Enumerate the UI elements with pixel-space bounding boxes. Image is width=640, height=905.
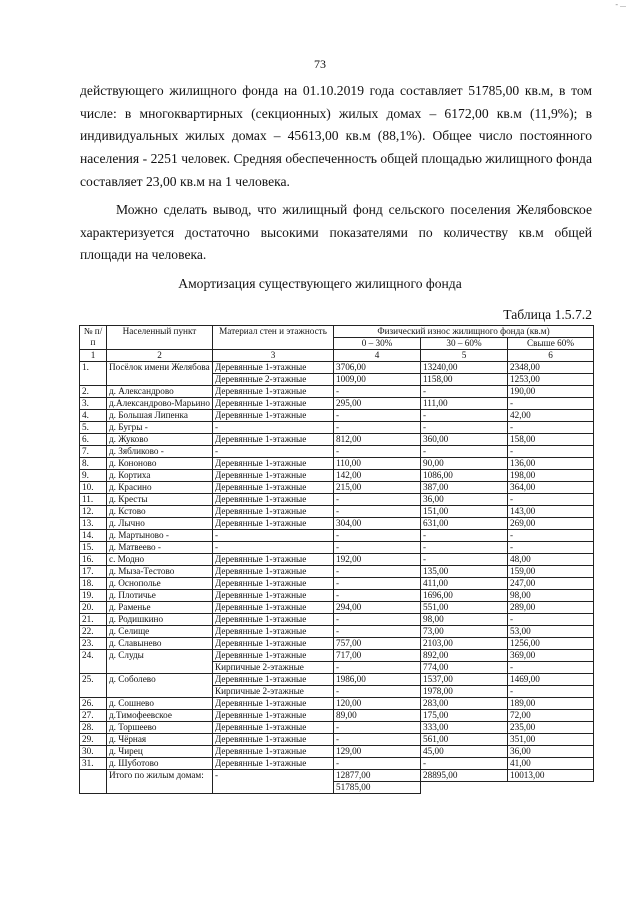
wear-0-30: 1986,00 [334,674,421,686]
wear-0-30: - [334,578,421,590]
row-number: 7. [80,446,107,458]
wear-60-plus: 369,00 [508,650,594,662]
table-row [80,734,594,746]
wear-30-60: 90,00 [421,458,508,470]
wear-60-plus: - [508,530,594,542]
wear-0-30: 294,00 [334,602,421,614]
row-number: 18. [80,578,107,590]
row-number: 14. [80,530,107,542]
table-row [80,494,594,506]
wear-30-60: - [421,554,508,566]
row-number: 6. [80,434,107,446]
wear-30-60: - [421,446,508,458]
wall-material: Деревянные 1-этажные [213,734,334,746]
settlement-name: д. Жуково [107,434,213,446]
wall-material: Деревянные 1-этажные [213,650,334,662]
total-wear-60-plus: 10013,00 [508,770,594,782]
wall-material: Деревянные 1-этажные [213,578,334,590]
settlement-name: д. Чёрная [107,734,213,746]
paragraph-conclusion: Можно сделать вывод, что жилищный фонд сельского поселения Желябовское характеризуется достаточно высокими показателями по количеству кв.м общей площади на человека. [80,202,592,263]
wear-60-plus: - [508,662,594,674]
table-row [80,398,594,410]
wear-0-30: 192,00 [334,554,421,566]
total-label: Итого по жилым домам: [107,770,213,794]
settlement-name: д. Сошнево [107,698,213,710]
wall-material: Деревянные 1-этажные [213,494,334,506]
wear-60-plus: 143,00 [508,506,594,518]
settlement-name: д. Кресты [107,494,213,506]
wear-30-60: 411,00 [421,578,508,590]
wall-material: Кирпичные 2-этажные [213,662,334,674]
wall-material: Деревянные 1-этажные [213,410,334,422]
row-number: 28. [80,722,107,734]
settlement-name: д. Мыза-Тестово [107,566,213,578]
wall-material: Деревянные 1-этажные [213,470,334,482]
row-number: 10. [80,482,107,494]
empty-cell [508,782,594,794]
settlement-name: д. Большая Липенка [107,410,213,422]
wear-60-plus: - [508,614,594,626]
wear-60-plus: 53,00 [508,626,594,638]
wear-30-60: 1978,00 [421,686,508,698]
column-number: 1 [80,350,107,362]
wear-60-plus: 269,00 [508,518,594,530]
wear-30-60: 135,00 [421,566,508,578]
row-number: 1. [80,362,107,386]
wear-30-60: 892,00 [421,650,508,662]
wall-material: Деревянные 1-этажные [213,362,334,374]
table-row [80,518,594,530]
wear-0-30: 89,00 [334,710,421,722]
settlement-name: д. Плотичье [107,590,213,602]
row-number: 30. [80,746,107,758]
wear-60-plus: 42,00 [508,410,594,422]
table-row [80,758,594,770]
table-row [80,470,594,482]
settlement-name: д. Славынево [107,638,213,650]
settlement-name: д. Соболево [107,674,213,698]
settlement-name: д. Матвеево - [107,542,213,554]
wall-material: Деревянные 1-этажные [213,722,334,734]
table-row [80,482,594,494]
wear-60-plus: 136,00 [508,458,594,470]
wear-60-plus: 351,00 [508,734,594,746]
header-wear-0-30: 0 – 30% [334,338,421,350]
wear-0-30: 129,00 [334,746,421,758]
table-body [80,362,594,770]
settlement-name: д. Кононово [107,458,213,470]
wear-0-30: - [334,542,421,554]
wear-30-60: - [421,542,508,554]
wear-0-30: 3706,00 [334,362,421,374]
wear-60-plus: - [508,422,594,434]
wear-0-30: - [334,662,421,674]
wear-60-plus: 189,00 [508,698,594,710]
wear-30-60: 551,00 [421,602,508,614]
wear-0-30: - [334,566,421,578]
depreciation-table [79,325,594,794]
wear-30-60: 774,00 [421,662,508,674]
row-number: 15. [80,542,107,554]
wear-60-plus: 98,00 [508,590,594,602]
row-number: 20. [80,602,107,614]
settlement-name: д. Лычно [107,518,213,530]
table-row [80,362,594,374]
table-row [80,458,594,470]
settlement-name: д. Кстово [107,506,213,518]
wear-0-30: 142,00 [334,470,421,482]
wall-material: Деревянные 1-этажные [213,458,334,470]
wall-material: Деревянные 1-этажные [213,698,334,710]
table-row [80,746,594,758]
wall-material: Деревянные 1-этажные [213,746,334,758]
row-number: 23. [80,638,107,650]
wear-30-60: 175,00 [421,710,508,722]
wear-60-plus: 1256,00 [508,638,594,650]
wall-material: Деревянные 1-этажные [213,566,334,578]
wear-0-30: 757,00 [334,638,421,650]
wall-material: Деревянные 1-этажные [213,386,334,398]
wall-material: Деревянные 1-этажные [213,626,334,638]
wear-60-plus: 158,00 [508,434,594,446]
column-number-row [80,350,594,362]
header-material: Материал стен и этажность [213,326,334,350]
wear-30-60: 45,00 [421,746,508,758]
wear-0-30: 812,00 [334,434,421,446]
header-wear-30-60: 30 – 60% [421,338,508,350]
wear-30-60: 13240,00 [421,362,508,374]
wear-30-60: 111,00 [421,398,508,410]
wear-0-30: 304,00 [334,518,421,530]
empty-cell [421,782,508,794]
row-number: 17. [80,566,107,578]
row-number: 31. [80,758,107,770]
wall-material: Деревянные 1-этажные [213,710,334,722]
table-row [80,638,594,650]
table-row [80,386,594,398]
settlement-name: д. Кортиха [107,470,213,482]
wear-60-plus: 235,00 [508,722,594,734]
column-number: 3 [213,350,334,362]
row-number: 16. [80,554,107,566]
wear-60-plus: 2348,00 [508,362,594,374]
wall-material: Деревянные 1-этажные [213,590,334,602]
wear-60-plus: 72,00 [508,710,594,722]
column-number: 2 [107,350,213,362]
wear-60-plus: 198,00 [508,470,594,482]
wear-30-60: 360,00 [421,434,508,446]
wall-material: Деревянные 2-этажные [213,374,334,386]
settlement-name: д.Александрово-Марьино [107,398,213,410]
settlement-name: д.Тимофеевское [107,710,213,722]
wear-0-30: - [334,626,421,638]
column-number: 4 [334,350,421,362]
settlement-name: с. Модно [107,554,213,566]
wear-60-plus: - [508,686,594,698]
wear-60-plus: - [508,542,594,554]
wear-0-30: - [334,614,421,626]
header-wear: Физический износ жилищного фонда (кв.м) [334,326,594,338]
table-caption: Таблица 1.5.7.2 [503,307,592,322]
wear-30-60: - [421,386,508,398]
wear-0-30: - [334,722,421,734]
wall-material: Деревянные 1-этажные [213,614,334,626]
wall-material: Деревянные 1-этажные [213,758,334,770]
table-heading: Амортизация существующего жилищного фонда [178,276,462,291]
table-row [80,554,594,566]
paragraph-housing-stock: действующего жилищного фонда на 01.10.2019 года составляет 51785,00 кв.м, в том числе: в многоквартирных (секционных) жилых домах – 6172,00 кв.м (11,9%); в индивидуальных жилых домах – 45613,00 кв.м (88,1%). Общее число постоянного населения - 2251 человек. Средняя обеспеченность общей площадью жилищного фонда составляет 23,00 кв.м на 1 человека. [80,83,592,189]
table-row [80,422,594,434]
table-row [80,410,594,422]
wear-60-plus: 247,00 [508,578,594,590]
settlement-name: д. Бугры - [107,422,213,434]
row-number: 4. [80,410,107,422]
wear-30-60: 36,00 [421,494,508,506]
wear-30-60: - [421,422,508,434]
table-row [80,698,594,710]
wear-0-30: 295,00 [334,398,421,410]
row-number: 24. [80,650,107,674]
wear-0-30: 110,00 [334,458,421,470]
wear-30-60: 561,00 [421,734,508,746]
settlement-name: д. Раменье [107,602,213,614]
wear-60-plus: 364,00 [508,482,594,494]
wear-30-60: 73,00 [421,626,508,638]
row-number: 8. [80,458,107,470]
wall-material: Деревянные 1-этажные [213,602,334,614]
wear-0-30: - [334,686,421,698]
table-row [80,674,594,686]
wear-0-30: 215,00 [334,482,421,494]
row-number: 9. [80,470,107,482]
wall-material: Деревянные 1-этажные [213,554,334,566]
wall-material: Деревянные 1-этажные [213,434,334,446]
total-material: - [213,770,334,794]
table-row [80,722,594,734]
settlement-name: д. Селище [107,626,213,638]
wear-30-60: 1158,00 [421,374,508,386]
settlement-name: д. Оснополье [107,578,213,590]
wall-material: - [213,422,334,434]
wear-60-plus: 1469,00 [508,674,594,686]
wear-0-30: - [334,590,421,602]
row-number: 11. [80,494,107,506]
settlement-name: д. Шуботово [107,758,213,770]
wear-30-60: 631,00 [421,518,508,530]
wear-30-60: - [421,530,508,542]
wear-30-60: 151,00 [421,506,508,518]
row-number: 13. [80,518,107,530]
total-wear-30-60: 28895,00 [421,770,508,782]
wear-60-plus: 289,00 [508,602,594,614]
wear-30-60: 1086,00 [421,470,508,482]
wear-60-plus: 1253,00 [508,374,594,386]
table-row [80,590,594,602]
wall-material: - [213,446,334,458]
wear-0-30: - [334,506,421,518]
wear-30-60: - [421,758,508,770]
wear-0-30: - [334,446,421,458]
table-row [80,542,594,554]
wear-60-plus: 48,00 [508,554,594,566]
row-number: 5. [80,422,107,434]
wear-60-plus: - [508,398,594,410]
wear-30-60: 333,00 [421,722,508,734]
table-row [80,566,594,578]
wear-30-60: - [421,410,508,422]
settlement-name: д. Чирец [107,746,213,758]
wear-0-30: 120,00 [334,698,421,710]
row-number: 19. [80,590,107,602]
wall-material: Деревянные 1-этажные [213,638,334,650]
row-number: 29. [80,734,107,746]
wear-60-plus: 36,00 [508,746,594,758]
table-row [80,650,594,662]
wear-30-60: 2103,00 [421,638,508,650]
wear-0-30: - [334,758,421,770]
row-number: 12. [80,506,107,518]
wall-material: Деревянные 1-этажные [213,482,334,494]
column-number: 6 [508,350,594,362]
wear-30-60: 98,00 [421,614,508,626]
settlement-name: д. Красино [107,482,213,494]
table-row [80,434,594,446]
grand-total: 51785,00 [334,782,421,794]
settlement-name: д. Мартыново - [107,530,213,542]
settlement-name: д. Зябликово - [107,446,213,458]
total-num-cell [80,770,107,794]
wear-30-60: 283,00 [421,698,508,710]
wear-0-30: - [334,410,421,422]
settlement-name: д. Слуды [107,650,213,674]
wall-material: - [213,542,334,554]
wear-0-30: - [334,734,421,746]
table-row [80,614,594,626]
table-row [80,710,594,722]
table-row [80,530,594,542]
column-number: 5 [421,350,508,362]
wear-60-plus: 41,00 [508,758,594,770]
wall-material: Деревянные 1-этажные [213,674,334,686]
table-row [80,602,594,614]
table-header-row [80,326,594,338]
wear-60-plus: 190,00 [508,386,594,398]
row-number: 3. [80,398,107,410]
wall-material: Деревянные 1-этажные [213,398,334,410]
wear-0-30: - [334,422,421,434]
settlement-name: д. Родишкино [107,614,213,626]
header-place: Населенный пункт [107,326,213,350]
row-number: 21. [80,614,107,626]
row-number: 2. [80,386,107,398]
wall-material: Деревянные 1-этажные [213,506,334,518]
wear-0-30: - [334,530,421,542]
page-number: 73 [314,57,326,71]
table-row [80,506,594,518]
wear-30-60: 1537,00 [421,674,508,686]
settlement-name: д. Торшеево [107,722,213,734]
table-row [80,626,594,638]
settlement-name: Посёлок имени Желябова [107,362,213,386]
row-number: 22. [80,626,107,638]
table-row [80,578,594,590]
wear-60-plus: - [508,446,594,458]
wall-material: Деревянные 1-этажные [213,518,334,530]
wear-0-30: 717,00 [334,650,421,662]
row-number: 27. [80,710,107,722]
wear-60-plus: 159,00 [508,566,594,578]
row-number: 25. [80,674,107,698]
row-number: 26. [80,698,107,710]
wear-60-plus: - [508,494,594,506]
settlement-name: д. Александрово [107,386,213,398]
wear-30-60: 1696,00 [421,590,508,602]
wear-30-60: 387,00 [421,482,508,494]
header-wear-60-plus: Свыше 60% [508,338,594,350]
wear-0-30: - [334,494,421,506]
total-wear-0-30: 12877,00 [334,770,421,782]
corner-mark: - ... [615,0,626,9]
header-num: № п/п [80,326,107,350]
wall-material: Кирпичные 2-этажные [213,686,334,698]
wear-0-30: 1009,00 [334,374,421,386]
table-row [80,446,594,458]
wear-0-30: - [334,386,421,398]
wall-material: - [213,530,334,542]
total-row [80,770,594,782]
